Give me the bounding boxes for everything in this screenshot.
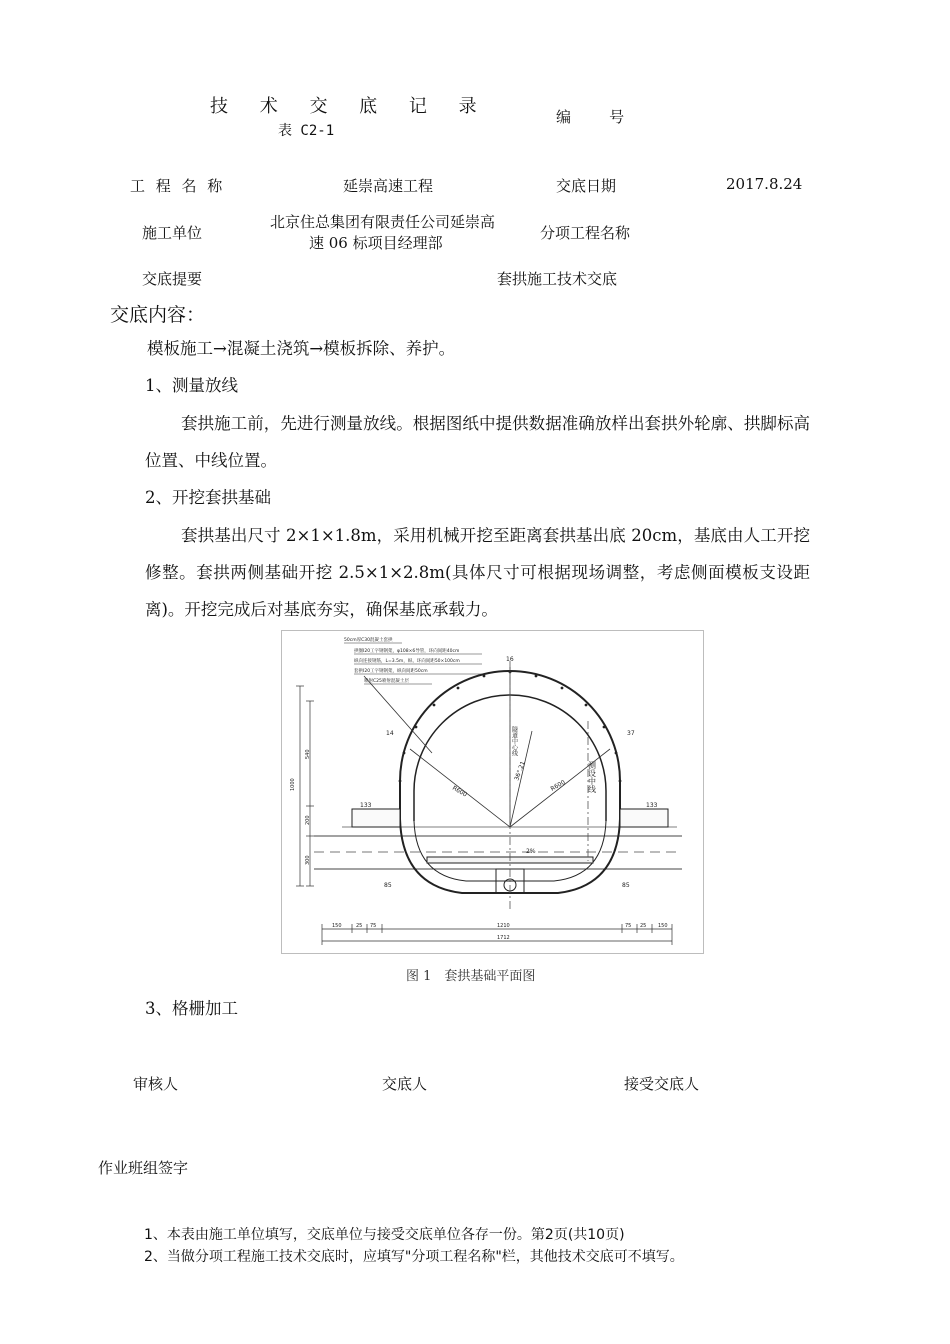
dim-left-3: 300 bbox=[305, 855, 311, 865]
figure-note: 喷射C25喷射混凝土层 bbox=[364, 679, 409, 684]
number-label: 编 号 bbox=[556, 108, 625, 126]
date-value: 2017.8.24 bbox=[726, 175, 803, 193]
figure-note: 50cm厚C30混凝土套拱 bbox=[344, 638, 393, 643]
angle-label: 36°.21 bbox=[513, 760, 527, 782]
radius-label-left: R600 bbox=[451, 784, 469, 799]
figure-note: 套拱I20工字钢钢架，纵向间距50cm bbox=[354, 669, 428, 674]
slope-label: 2% bbox=[526, 848, 536, 855]
dim-bottom: 75 bbox=[625, 923, 632, 929]
dim-bottom: 75 bbox=[370, 923, 377, 929]
summary-value: 套拱施工技术交底 bbox=[497, 270, 618, 288]
project-name-label: 工 程 名 称 bbox=[130, 177, 226, 195]
section-1-title: 1、测量放线 bbox=[145, 376, 238, 395]
page-title: 技 术 交 底 记 录 bbox=[210, 96, 490, 117]
content-heading: 交底内容： bbox=[110, 304, 206, 326]
footnote-2: 2、当做分项工程施工技术交底时，应填写"分项工程名称"栏，其他技术交底可不填写。 bbox=[144, 1249, 684, 1265]
section-2-title: 2、开挖套拱基础 bbox=[145, 488, 271, 507]
side-dim-right: 133 bbox=[646, 802, 658, 809]
footnote-1: 1、本表由施工单位填写，交底单位与接受交底单位各存一份。第2页(共10页) bbox=[144, 1227, 625, 1243]
presenter-label: 交底人 bbox=[382, 1075, 428, 1093]
figure-note: 拱圈I20工字钢钢架，φ108×6导管，环向间距40cm bbox=[354, 649, 460, 654]
team-signature-label: 作业班组签字 bbox=[98, 1159, 189, 1177]
dim-left-1: 540 bbox=[305, 749, 311, 759]
dim-bottom: 25 bbox=[356, 923, 363, 929]
date-label: 交底日期 bbox=[556, 177, 617, 195]
road-band bbox=[314, 836, 682, 869]
section-2-text: 套拱基出尺寸 2×1×1.8m，采用机械开挖至距离套拱基出底 20cm，基底由人工开挖修整。套拱两侧基础开挖 2.5×1×2.8m(具体尺寸可根据现场调整，考虑侧面模板支设距离)。开挖完成后对基底夯实，确保基底承载力。 bbox=[145, 526, 810, 619]
foot-dim-left: 85 bbox=[384, 882, 392, 889]
left-foundation bbox=[352, 809, 400, 827]
right-foundation bbox=[620, 809, 668, 827]
subproject-label: 分项工程名称 bbox=[540, 224, 631, 242]
reviewer-label: 审核人 bbox=[133, 1075, 179, 1093]
receiver-label: 接受交底人 bbox=[624, 1075, 700, 1093]
unit-label: 施工单位 bbox=[142, 224, 203, 242]
side-dim-left: 133 bbox=[360, 802, 372, 809]
form-code: 表 C2-1 bbox=[278, 123, 335, 139]
dim-left-2: 200 bbox=[305, 815, 311, 825]
dim-bottom: 150 bbox=[332, 923, 342, 929]
figure-note: 纵向连接钢筋，L=3.5m，纵、环向间距50×100cm bbox=[354, 659, 460, 664]
dim-bottom: 1210 bbox=[497, 923, 510, 929]
figure-caption: 图 1 套拱基础平面图 bbox=[406, 969, 536, 984]
side-mark-right: 37 bbox=[627, 730, 635, 737]
dim-bottom: 150 bbox=[658, 923, 668, 929]
section-3-title: 3、格栅加工 bbox=[145, 999, 238, 1018]
dim-left-total: 1000 bbox=[290, 778, 296, 791]
tunnel-centerline-label: 隧道中心线 bbox=[510, 726, 518, 756]
unit-value-line1: 北京住总集团有限责任公司延崇高 bbox=[270, 213, 496, 231]
unit-value-line2: 速 06 标项目经理部 bbox=[309, 234, 443, 252]
foot-dim-right: 85 bbox=[622, 882, 630, 889]
dim-bottom: 25 bbox=[640, 923, 647, 929]
dim-total: 1712 bbox=[497, 935, 510, 941]
process-flow: 模板施工→混凝土浇筑→模板拆除、养护。 bbox=[147, 339, 456, 358]
radius-label-right: R600 bbox=[549, 778, 567, 793]
top-mark: 16 bbox=[506, 656, 514, 663]
section-1-text: 套拱施工前，先进行测量放线。根据图纸中提供数据准确放样出套拱外轮廓、拱脚标高位置、中线位置。 bbox=[145, 414, 810, 470]
side-mark-left: 14 bbox=[386, 730, 394, 737]
arch-foundation-drawing bbox=[281, 630, 704, 954]
project-name-value: 延崇高速工程 bbox=[343, 177, 434, 195]
survey-centerline-label: 测设中线 bbox=[587, 761, 597, 793]
summary-label: 交底提要 bbox=[142, 270, 203, 288]
